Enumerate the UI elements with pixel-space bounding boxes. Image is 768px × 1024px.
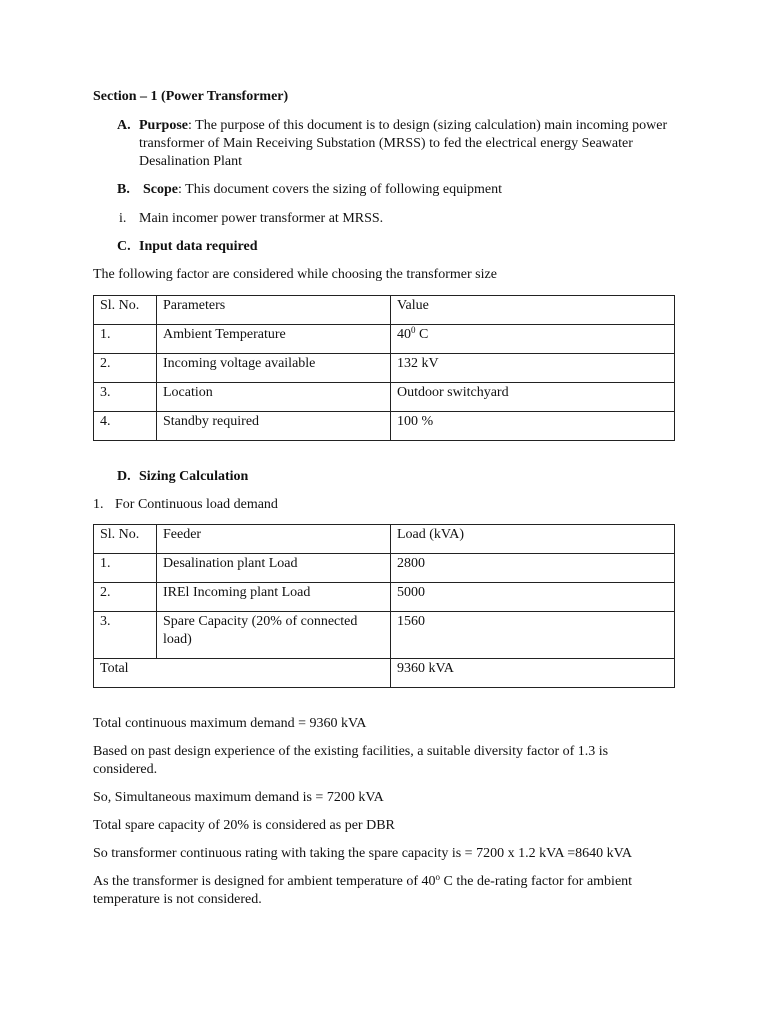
table-total-row [94,659,675,688]
table-cell: 1. [94,325,157,354]
table-row [94,412,675,441]
sizing-sub-text: For Continuous load demand [115,497,278,512]
table-row [94,554,675,583]
table-cell: 2. [94,583,157,612]
table-header-cell: Sl. No. [94,525,157,554]
paragraph-total-demand: Total continuous maximum demand = 9360 kVA [93,716,367,731]
table-cell: Incoming voltage available [157,354,391,383]
table-header-cell: Sl. No. [94,296,157,325]
purpose-heading: Purpose [139,118,188,133]
sizing-heading: Sizing Calculation [139,469,249,484]
table-cell: Location [157,383,391,412]
total-label-cell: Total [94,659,391,688]
input-data-intro: The following factor are considered while choosing the transformer size [93,267,497,282]
table-cell: 1560 [391,612,675,659]
table-cell: 2. [94,354,157,383]
total-value-cell: 9360 kVA [391,659,675,688]
purpose-item [93,117,675,171]
input-data-heading: Input data required [139,239,258,254]
paragraph-continuous-rating: So transformer continuous rating with taking the spare capacity is = 7200 x 1.2 kVA =8640 kVA [93,846,633,861]
sizing-sub-label: 1. [93,497,104,512]
section-title: Section – 1 (Power Transformer) [93,89,289,104]
scope-sub-label: i. [119,211,127,226]
table-row [94,354,675,383]
document-page [93,88,675,909]
input-data-label: C. [117,239,131,254]
paragraph-diversity-factor: Based on past design experience of the existing facilities, a suitable diversity factor of 1.3 is considered. [93,744,609,777]
table-cell: Desalination plant Load [157,554,391,583]
input-parameters-table [93,295,675,441]
temperature-unit: C [415,327,429,342]
scope-label: B. [117,182,130,197]
table-cell: 100 % [391,412,675,441]
scope-subitem [93,210,675,228]
table-row [94,583,675,612]
degree-superscript: 0 [411,325,416,335]
table-header-cell: Parameters [157,296,391,325]
input-data-item [93,238,675,256]
table-header-cell: Load (kVA) [391,525,675,554]
temperature-value: 40 [397,327,411,342]
table-cell: Spare Capacity (20% of connected load) [157,612,391,659]
table-cell: 1. [94,554,157,583]
table-header-row [94,525,675,554]
table-cell: IREl Incoming plant Load [157,583,391,612]
table-cell: 3. [94,383,157,412]
table-cell: Outdoor switchyard [391,383,675,412]
table-cell: 2800 [391,554,675,583]
table-header-cell: Value [391,296,675,325]
table-cell: 5000 [391,583,675,612]
table-row [94,325,675,354]
scope-heading: Scope [143,182,178,197]
table-row [94,612,675,659]
derating-text-a: As the transformer is designed for ambient temperature of 40 [93,874,436,889]
table-cell: 3. [94,612,157,659]
sizing-subitem [93,496,675,514]
table-cell [391,325,675,354]
paragraph-spare-capacity: Total spare capacity of 20% is considered as per DBR [93,818,395,833]
table-cell: 4. [94,412,157,441]
sizing-item [93,468,675,486]
purpose-text: : The purpose of this document is to design (sizing calculation) main incoming power transformer of Main Receiving Substation (MRSS) to fed the electrical energy Seawater Desalination Plant [139,118,668,169]
degree-superscript: o [435,872,441,882]
table-row [94,383,675,412]
load-demand-table [93,524,675,688]
table-cell: Ambient Temperature [157,325,391,354]
paragraph-simultaneous-demand: So, Simultaneous maximum demand is = 7200 kVA [93,790,384,805]
table-cell: Standby required [157,412,391,441]
table-header-row [94,296,675,325]
scope-item [93,181,675,199]
table-cell: 132 kV [391,354,675,383]
scope-text: : This document covers the sizing of following equipment [178,182,503,197]
scope-sub-text: Main incomer power transformer at MRSS. [139,211,384,226]
derating-text-b: C the de-rating factor for ambient temperature is not considered. [93,874,633,907]
purpose-label: A. [117,118,131,133]
sizing-label: D. [117,469,131,484]
paragraph-derating [93,873,675,909]
table-header-cell: Feeder [157,525,391,554]
